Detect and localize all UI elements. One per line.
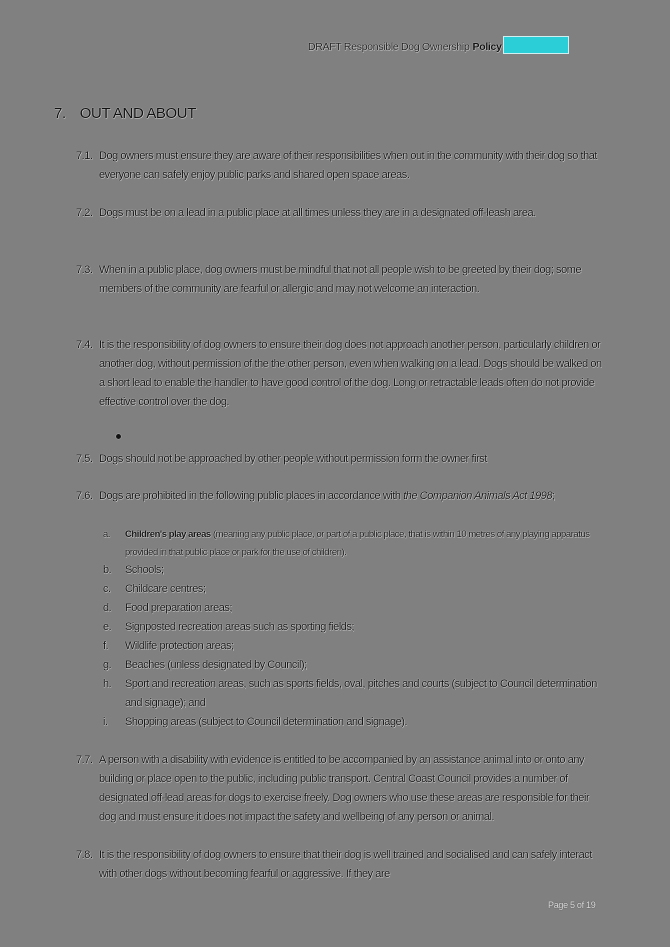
prohibited-item-h [103,675,608,713]
clause-number: 7.4. [76,339,93,351]
clause-7-4 [76,336,608,412]
prohibited-item-b [103,561,608,580]
item-text: Schools; [125,564,164,576]
clause-7-6 [76,487,608,506]
clause-7-7 [76,751,608,827]
clause-text: Dog owners must ensure they are aware of their responsibilities when out in the community with their dog so that everyone can safely enjoy public parks and shared open space areas. [99,150,598,181]
item-text: Beaches (unless designated by Council); [125,659,307,671]
item-label: a. [103,529,111,540]
clause-7-1 [76,147,608,185]
clause-text: It is the responsibility of dog owners to ensure that their dog is well trained and socialised and can safely interact with other dogs without becoming fearful or aggressive. If they are [99,849,592,880]
prohibited-item-i [103,713,608,732]
act-title: the Companion Animals Act 1998 [403,490,553,502]
running-header [308,36,569,53]
clause-text: A person with a disability with evidence is entitled to be accompanied by an assistance animal into or onto any building or place open to the public, including public transport. Central Coast Council provides a number of designated off-lead areas for dogs to exercise freely. Dog owners who use these areas are responsible for their dog and must ensure it does not impact the safety and wellbeing of any person or animal. [99,754,590,823]
clause-number: 7.1. [76,150,93,162]
clause-number: 7.8. [76,849,93,861]
item-text: Signposted recreation areas such as sporting fields; [125,621,355,633]
page-number: Page 5 of 19 [548,900,596,910]
clause-7-3 [76,261,608,299]
item-label: b. [103,564,112,576]
item-text: Shopping areas (subject to Council determination and signage). [125,716,408,728]
item-bold: Children's play areas [125,529,211,540]
clause-text: It is the responsibility of dog owners to ensure their dog does not approach another person, particularly children or another dog, without permission of the the other person, even when walking on a lead. Dogs should be walked on a short lead to enable the handler to have good control of the dog. Long or retractable leads often do not provide effective control over the dog. [99,339,602,408]
clause-number: 7.2. [76,207,93,219]
bullet-icon [116,434,121,439]
item-text: Food preparation areas; [125,602,233,614]
clause-text-main: Dogs are prohibited in the following public places in accordance with [99,490,401,502]
prohibited-item-c [103,580,608,599]
clause-number: 7.7. [76,754,93,766]
item-text: Childcare centres; [125,583,206,595]
item-label: c. [103,583,111,595]
clause-number: 7.3. [76,264,93,276]
header-title-bold: Policy [472,41,502,53]
prohibited-item-g [103,656,608,675]
prohibited-item-d [103,599,608,618]
prohibited-item-e [103,618,608,637]
clause-number: 7.5. [76,453,93,465]
item-text: Wildlife protection areas; [125,640,234,652]
clause-text: Dogs should not be approached by other people without permission form the owner first [99,453,487,465]
clause-7-2 [76,204,608,223]
clause-7-5 [76,450,608,469]
header-title-prefix: DRAFT Responsible Dog Ownership [308,41,470,53]
highlight-box [503,36,569,54]
prohibited-item-f [103,637,608,656]
item-rest: (meaning any public place, or part of a public place, that is within 10 metres of any playing apparatus provided in that public place or park for the use of children). [125,529,590,558]
section-title: OUT AND ABOUT [79,105,196,122]
item-label: d. [103,602,112,614]
clause-7-8 [76,846,608,884]
clause-text: Dogs must be on a lead in a public place at all times unless they are in a designated off-leash area. [99,207,536,219]
clause-text: When in a public place, dog owners must be mindful that not all people wish to be greeted by their dog; some members of the community are fearful or allergic and may not welcome an interaction. [99,264,582,295]
item-label: f. [103,640,109,652]
item-label: h. [103,678,112,690]
item-text: Sport and recreation areas, such as sports fields, oval, pitches and courts (subject to Council determination and signage); and [125,678,597,709]
prohibited-item-a [103,526,608,562]
clause-text-end: ; [552,490,555,502]
clause-number: 7.6. [76,490,93,502]
clause-text [99,487,608,506]
section-heading [54,105,196,122]
item-text [125,526,608,562]
section-number: 7. [54,105,66,122]
item-label: e. [103,621,112,633]
item-label: i. [103,716,108,728]
item-label: g. [103,659,112,671]
